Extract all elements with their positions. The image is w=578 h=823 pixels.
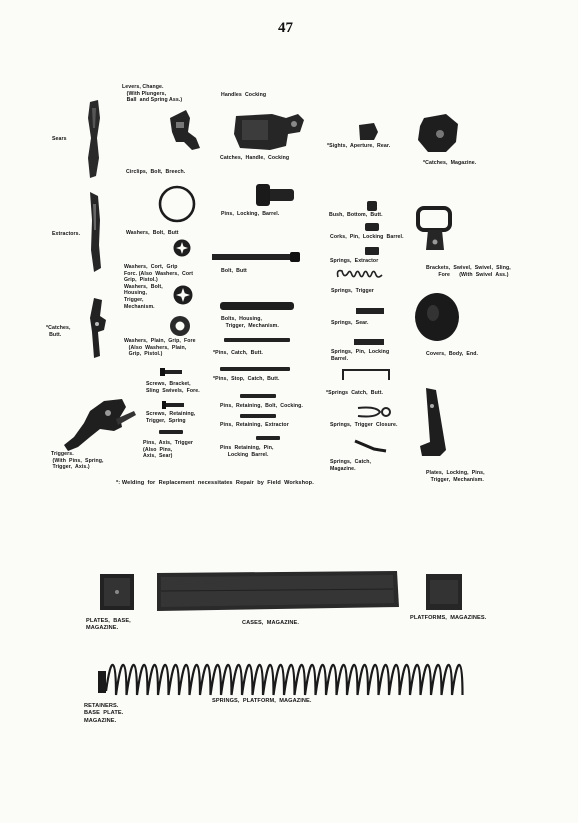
- extractor-part-image: [84, 190, 106, 274]
- spring-extractor-image: [364, 246, 380, 256]
- circlip-part-image: [156, 183, 198, 225]
- platform-magazine-image: [424, 572, 464, 612]
- footnote: *: Welding for Replacement necessitates Repair by Field Workshop.: [116, 480, 314, 486]
- label-springs-trigger: Springs, Trigger: [331, 288, 374, 294]
- plate-locking-image: [418, 386, 450, 458]
- bracket-swivel-image: [414, 204, 456, 256]
- pin-retaining-extractor-image: [238, 412, 278, 420]
- pin-axis-trigger-image: [158, 428, 184, 436]
- label-catches-magazine: *Catches, Magazine.: [423, 160, 477, 166]
- label-screws-retaining-trigger-spring: Screws, Retaining, Trigger, Spring: [146, 411, 196, 424]
- trigger-part-image: [60, 397, 138, 453]
- label-handles-cocking: Handles Cocking: [221, 92, 267, 98]
- washer-bolt-butt-image: [172, 238, 192, 258]
- sight-aperture-image: [356, 122, 380, 142]
- spring-sear-image: [354, 306, 386, 316]
- spring-catch-magazine-image: [352, 438, 388, 454]
- label-platforms-magazines: PLATFORMS, MAGAZINES.: [410, 615, 487, 621]
- label-pins-retaining-pin-locking-barrel: Pins Retaining, Pin, Locking Barrel.: [220, 445, 274, 458]
- label-covers-body-end: Covers, Body, End.: [426, 351, 479, 357]
- bush-bottom-butt-image: [366, 200, 378, 212]
- label-screws-bracket-sling: Screws, Bracket, Sling Swivels, Fore.: [146, 381, 200, 394]
- pin-retaining-bolt-image: [238, 392, 278, 400]
- washer-plain-image: [168, 314, 192, 338]
- washer-cort-grip-image: [172, 284, 194, 306]
- label-washers-bolt-butt: Washers, Bolt, Butt: [126, 230, 179, 236]
- label-springs-pin-locking-barrel: Springs, Pin, Locking Barrel.: [331, 349, 390, 362]
- sear-part-image: [82, 98, 106, 180]
- label-washers-plain-grip-fore: Washers, Plain, Grip, Fore (Also Washers, Plain, Grip, Pistol.): [124, 338, 196, 358]
- label-circlips-bolt-breech: Circlips, Bolt, Breech.: [126, 169, 186, 175]
- label-sears: Sears: [52, 136, 67, 142]
- plate-base-magazine-image: [98, 572, 136, 612]
- spring-trigger-closure-image: [356, 404, 392, 420]
- label-springs-sear: Springs, Sear.: [331, 320, 369, 326]
- catch-magazine-image: [414, 112, 462, 156]
- label-levers-change: Levers, Change. (With Plungers, Ball and Spring Ass.): [122, 84, 183, 104]
- label-washers-cort-grip: Washers, Cort, Grip Forc. (Also Washers, Cort Grip, Pistol.) Washers, Bolt, Housing, Trigger, Mechanism.: [124, 264, 194, 310]
- spring-platform-magazine-image: [98, 661, 468, 699]
- catch-butt-part-image: [86, 296, 112, 360]
- label-retainers-base-plate: RETAINERS. BASE PLATE. MAGAZINE.: [84, 703, 124, 724]
- label-pins-stop-catch-butt: *Pins, Stop, Catch, Butt.: [213, 376, 280, 382]
- spring-trigger-image: [334, 267, 386, 283]
- label-springs-platform-magazine: SPRINGS, PLATFORM, MAGAZINE.: [212, 698, 312, 704]
- label-plates-locking-pins: Plates, Locking, Pins, Trigger, Mechanism.: [426, 470, 485, 483]
- label-springs-extractor: Springs, Extractor: [330, 258, 379, 264]
- label-cases-magazine: CASES, MAGAZINE.: [242, 620, 300, 626]
- spring-catch-butt-image: [340, 366, 392, 382]
- label-springs-catch-butt: *Springs Catch, Butt.: [326, 390, 384, 396]
- label-extractors: Extractors.: [52, 231, 81, 237]
- label-bush-bottom-butt: Bush, Bottom, Butt.: [329, 212, 383, 218]
- bolt-butt-image: [210, 250, 302, 264]
- page-number: 47: [278, 20, 293, 36]
- spring-pin-locking-image: [352, 337, 386, 347]
- label-brackets-swivel-sling: Brackets, Swivel, Swivel, Sling, Fore (With Swivel Ass.): [426, 265, 511, 278]
- label-springs-trigger-closure: Springs, Trigger Closure.: [330, 422, 398, 428]
- label-pins-locking-barrel: Pins, Locking, Barrel.: [221, 211, 280, 217]
- cocking-handle-image: [230, 110, 308, 154]
- label-pins-axis-trigger: Pins, Axis, Trigger (Also Pins, Axis, Sear): [143, 440, 194, 460]
- label-plates-base-magazine: PLATES, BASE, MAGAZINE.: [86, 618, 131, 632]
- label-corks-pin-locking-barrel: Corks, Pin, Locking Barrel.: [330, 234, 404, 240]
- label-pins-catch-butt: *Pins, Catch, Butt.: [213, 350, 263, 356]
- label-bolts-housing-trigger: Bolts, Housing, Trigger, Mechanism.: [221, 316, 279, 329]
- label-pins-retaining-extractor: Pins, Retaining, Extractor: [220, 422, 289, 428]
- lever-change-part-image: [166, 108, 204, 152]
- label-catches-handle-cocking: Catches, Handle, Cocking: [220, 155, 290, 161]
- label-sights-aperture-rear: *Sights, Aperture, Rear.: [327, 143, 391, 149]
- label-bolt-butt: Bolt, Butt: [221, 268, 247, 274]
- label-catches-butt: *Catches, Butt.: [46, 325, 71, 338]
- pin-locking-barrel-image: [252, 182, 296, 208]
- cover-body-end-image: [412, 291, 462, 343]
- pin-catch-butt-image: [222, 336, 292, 344]
- pin-stop-catch-butt-image: [218, 365, 292, 373]
- cork-pin-image: [364, 222, 380, 232]
- bolt-housing-image: [218, 299, 296, 313]
- label-springs-catch-magazine: Springs, Catch, Magazine.: [330, 459, 372, 472]
- case-magazine-image: [151, 569, 403, 615]
- screw-bracket-image: [158, 366, 184, 378]
- label-pins-retaining-bolt-cocking: Pins, Retaining, Bolt, Cocking.: [220, 403, 303, 409]
- label-triggers: Triggers. (With Pins, Spring, Trigger, Axis.): [51, 451, 104, 471]
- screw-retaining-image: [160, 400, 186, 410]
- pin-retaining-locking-image: [254, 434, 282, 442]
